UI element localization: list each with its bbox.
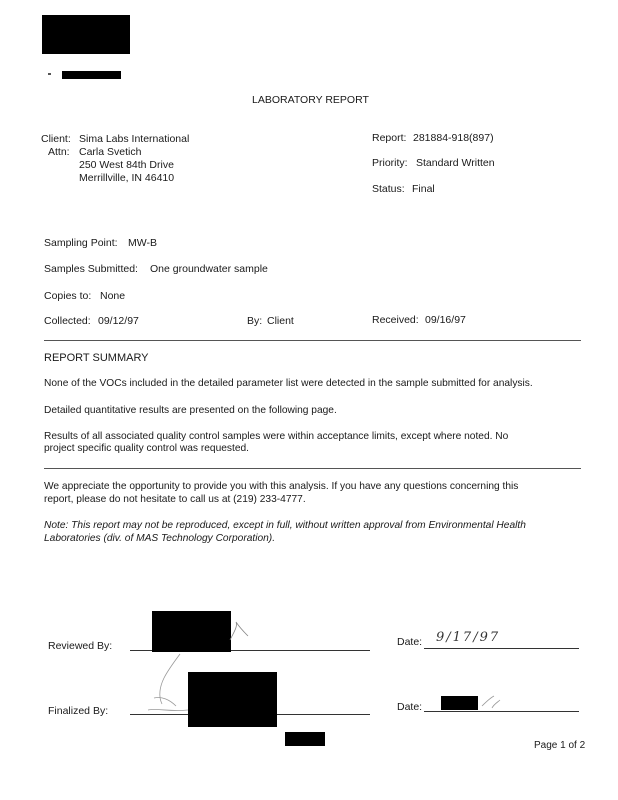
summary-paragraph-1: None of the VOCs included in the detailed parameter list were detected in the sample submitted for analysis. — [44, 378, 533, 389]
received-label: Received: — [372, 314, 419, 326]
finalized-date-scribble — [480, 694, 502, 710]
sampling-point-label: Sampling Point: — [44, 237, 118, 249]
date-line-finalized — [424, 711, 579, 712]
summary-heading: REPORT SUMMARY — [44, 352, 149, 364]
redacted-header-line — [62, 71, 121, 79]
summary-paragraph-3-line-1: Results of all associated quality control samples were within acceptance limits, except where noted. No — [44, 431, 509, 442]
reviewed-by-label: Reviewed By: — [48, 640, 113, 652]
address-line-1: 250 West 84th Drive — [79, 159, 174, 171]
redacted-finalizer-signature — [188, 672, 277, 727]
samples-submitted-label: Samples Submitted: — [44, 263, 138, 275]
collected-label: Collected: — [44, 315, 91, 327]
reviewer-signature-scribble — [228, 618, 250, 644]
received-value: 09/16/97 — [425, 314, 466, 326]
status-label: Status: — [372, 183, 405, 195]
priority-value: Standard Written — [416, 157, 495, 169]
finalizer-signature-scribble — [140, 650, 200, 716]
samples-submitted-value: One groundwater sample — [150, 263, 268, 275]
address-line-2: Merrillville, IN 46410 — [79, 172, 175, 184]
client-name: Sima Labs International — [79, 133, 190, 145]
report-number: 281884-918(897) — [413, 132, 494, 144]
note-line-2: Laboratories (div. of MAS Technology Corporation). — [44, 533, 276, 544]
closing-line-1: We appreciate the opportunity to provide you with this analysis. If you have any questions concerning this — [44, 481, 519, 492]
sampling-point-value: MW-B — [128, 237, 157, 249]
date-value-reviewed: 9/17/97 — [436, 630, 501, 645]
divider-top — [44, 340, 581, 341]
note-line-1: Note: This report may not be reproduced, except in full, without written approval from Environmental Health — [44, 520, 526, 531]
redacted-finalized-date — [441, 696, 478, 710]
stray-mark — [48, 73, 51, 75]
summary-paragraph-3-line-2: project specific quality control was requested. — [44, 443, 249, 454]
priority-label: Priority: — [372, 157, 408, 169]
status-value: Final — [412, 183, 435, 195]
attn-label: Attn: — [48, 146, 70, 158]
date-label-finalized: Date: — [397, 701, 423, 713]
summary-paragraph-2: Detailed quantitative results are presented on the following page. — [44, 405, 337, 416]
copies-to-value: None — [100, 290, 126, 302]
closing-line-2: report, please do not hesitate to call us at (219) 233-4777. — [44, 494, 306, 505]
collected-by-value: Client — [267, 315, 294, 327]
redacted-logo-block — [42, 15, 130, 54]
redacted-reviewer-signature — [152, 611, 231, 652]
page-title: LABORATORY REPORT — [252, 94, 369, 106]
report-number-label: Report: — [372, 132, 407, 144]
redacted-footer-block — [285, 732, 325, 746]
collected-by-label: By: — [247, 315, 263, 327]
collected-value: 09/12/97 — [98, 315, 139, 327]
divider-bottom — [44, 468, 581, 469]
attn-name: Carla Svetich — [79, 146, 142, 158]
date-label-reviewed: Date: — [397, 636, 423, 648]
finalized-by-label: Finalized By: — [48, 705, 109, 717]
client-label: Client: — [41, 133, 71, 145]
copies-to-label: Copies to: — [44, 290, 92, 302]
page-number: Page 1 of 2 — [534, 740, 586, 751]
date-line-reviewed — [424, 648, 579, 649]
